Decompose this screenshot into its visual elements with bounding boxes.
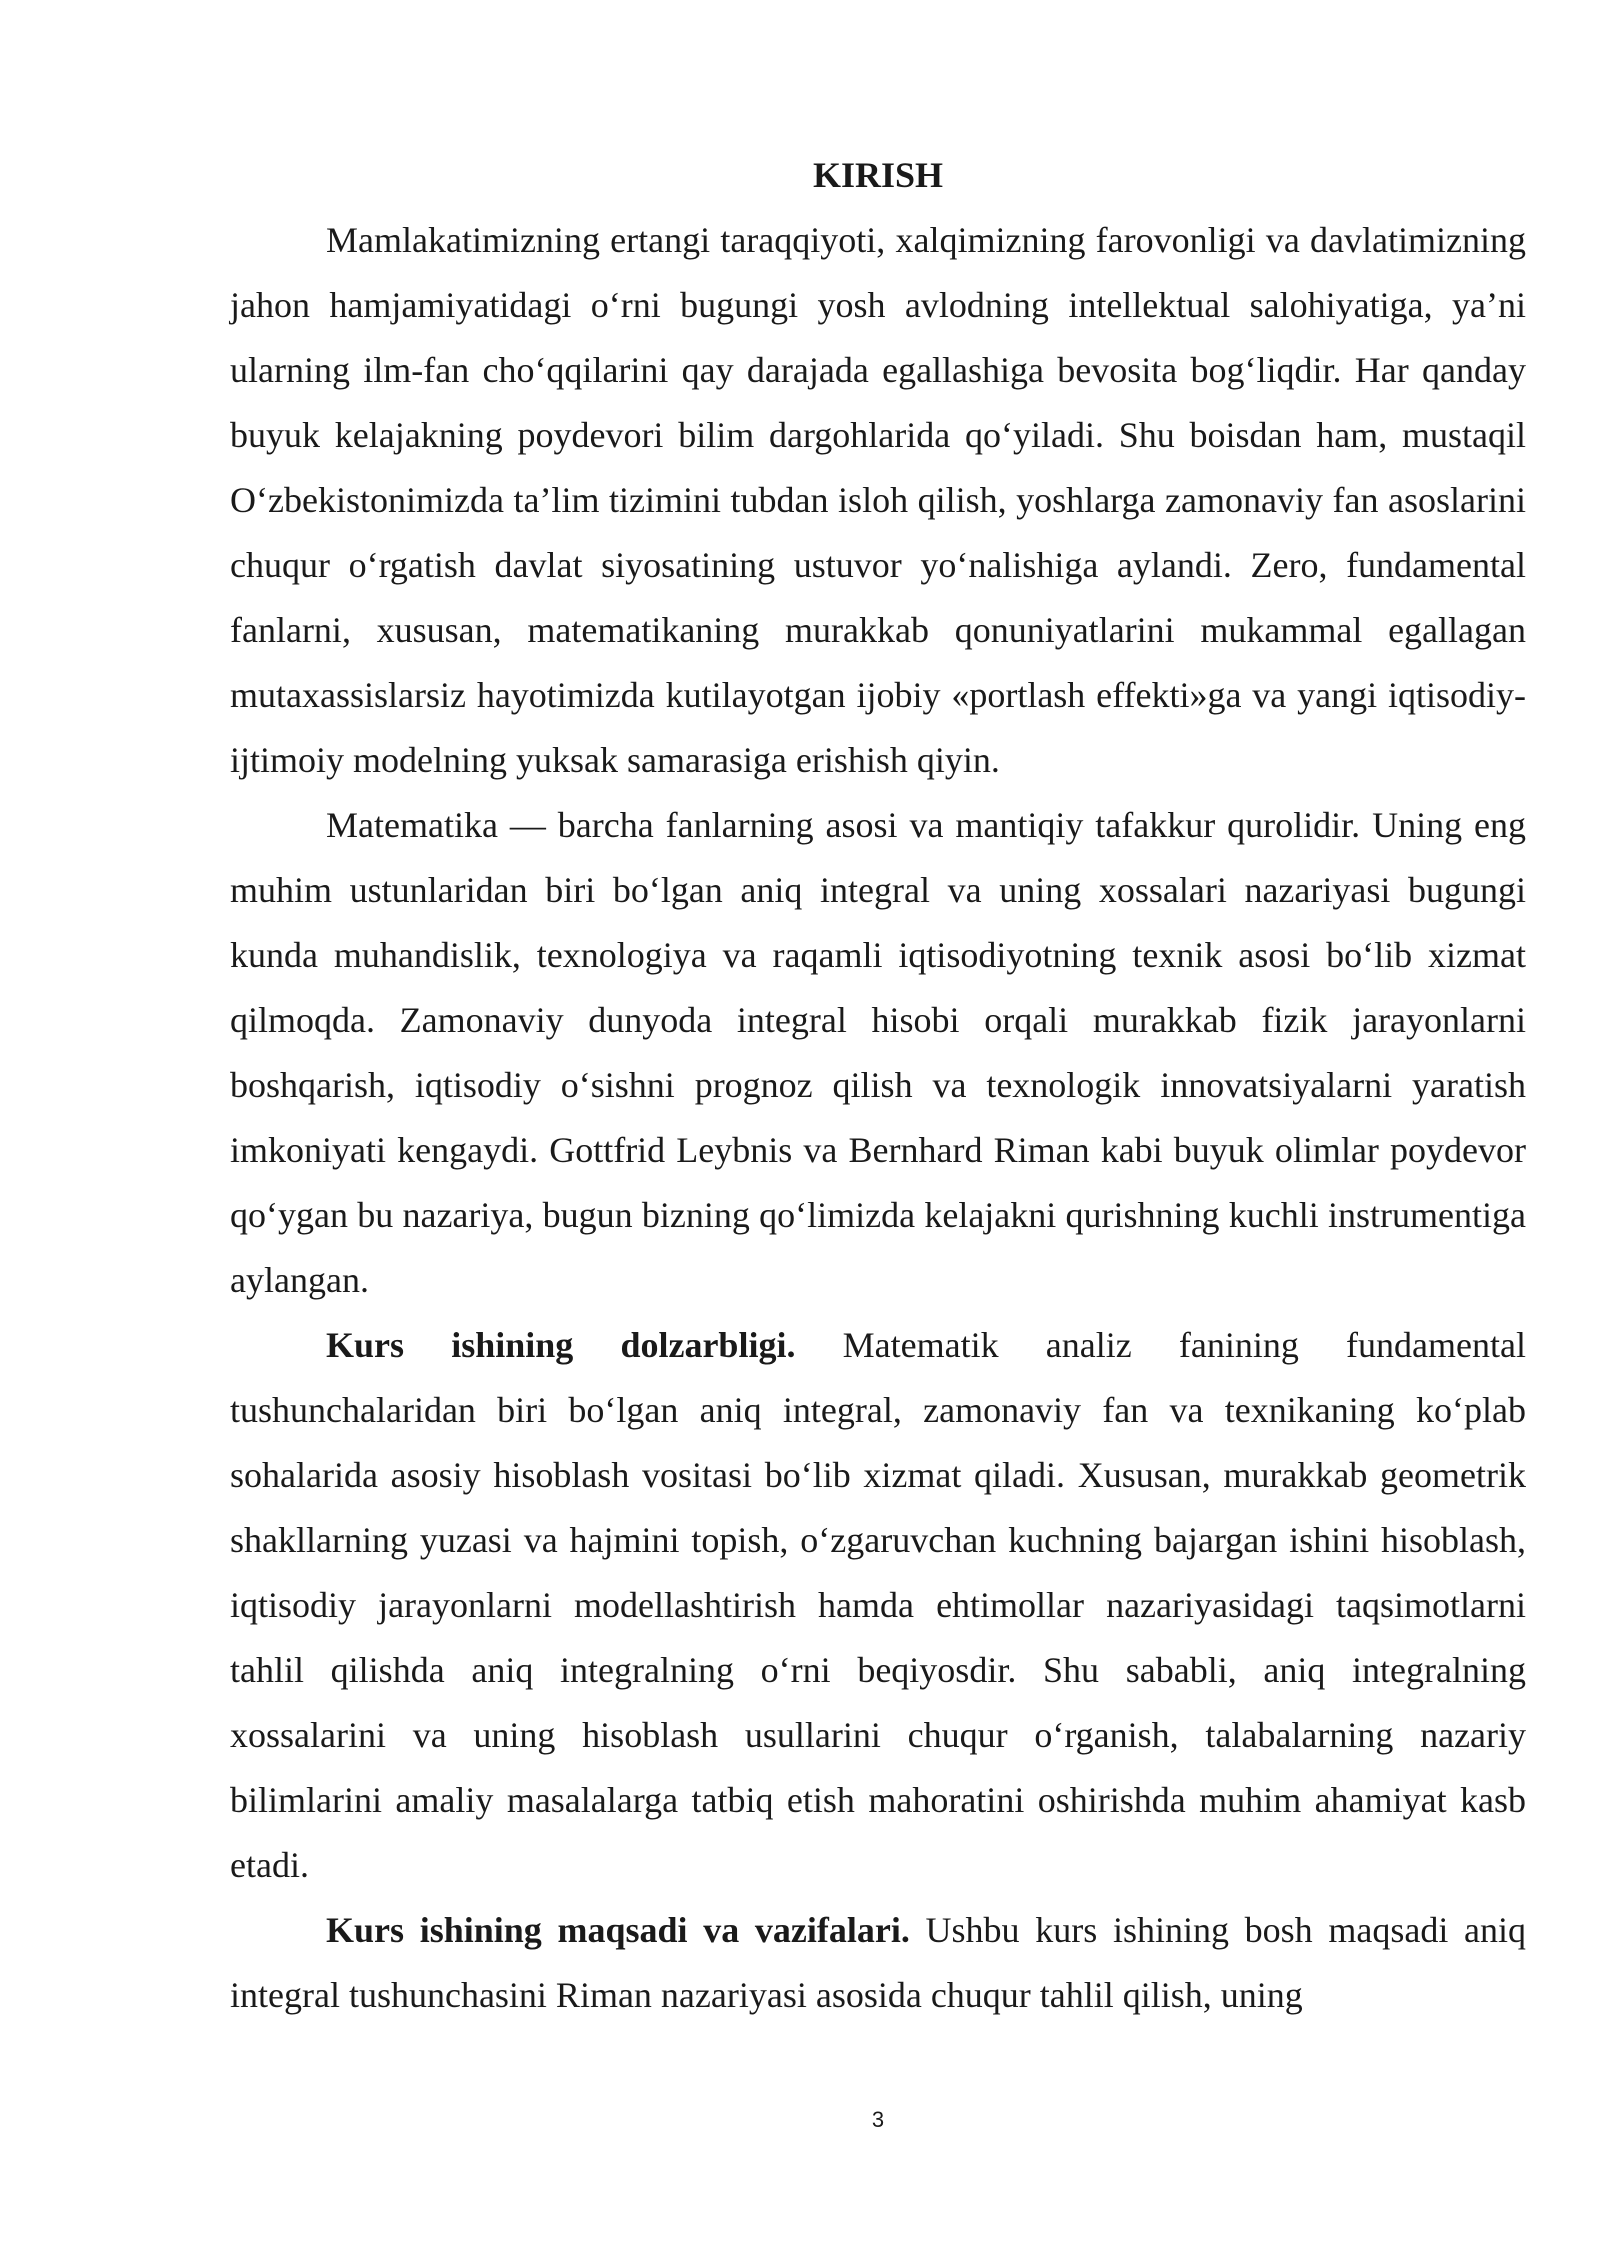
section-heading: KIRISH (812, 155, 944, 195)
paragraph-text: Matematik analiz fanining fundamental tushunchalaridan biri bo‘lgan aniq integral, zamonaviy fan va texnikaning ko‘plab sohalarida asosiy hisoblash vositasi bo‘lib xizmat qiladi. Xususan, murakkab geometrik shakllarning yuzasi va hajmini topish, o‘zgaruvchan kuchning bajargan ishini hisoblash, iqtisodiy jarayonlarni modellashtirish hamda ehtimollar nazariyasidagi taqsimotlarni tahlil qilishda aniq integralning o‘rni beqiyosdir. Shu sababli, aniq integralning xossalarini va uning hisoblash usullarini chuqur o‘rganish, talabalarning nazariy bilimlarini amaliy masalalarga tatbiq etish mahoratini oshirishda muhim ahamiyat kasb etadi. (230, 1325, 1526, 1885)
paragraph-text: Ushbu kurs ishining bosh maqsadi aniq integral tushunchasini Riman nazariyasi asosida chuqur tahlil qilish, uning (230, 1910, 1526, 2015)
paragraph-intro-1 (230, 208, 1526, 793)
paragraph-text: Mamlakatimizning ertangi taraqqiyoti, xalqimizning farovonligi va davlatimizning jahon hamjamiyatidagi o‘rni bugungi yosh avlodning intellektual salohiyatiga, ya’ni ularning ilm-fan cho‘qqilarini qay darajada egallashiga bevosita bog‘liqdir. Har qanday buyuk kelajakning poydevori bilim dargohlarida qo‘yiladi. Shu boisdan ham, mustaqil O‘zbekistonimizda ta’lim tizimini tubdan isloh qilish, yoshlarga zamonaviy fan asoslarini chuqur o‘rgatish davlat siyosatining ustuvor yo‘nalishiga aylandi. Zero, fundamental fanlarni, xususan, matematikaning murakkab qonuniyatlarini mukammal egallagan mutaxassislarsiz hayotimizda kutilayotgan ijobiy «portlash effekti»ga va yangi iqtisodiy-ijtimoiy modelning yuksak samarasiga erishish qiyin. (230, 220, 1526, 780)
body-text (230, 208, 1526, 2028)
paragraph-intro-2 (230, 793, 1526, 1313)
paragraph-lead-heading: Kurs ishining maqsadi va vazifalari. (326, 1910, 910, 1950)
paragraph-lead-heading: Kurs ishining dolzarbligi. (326, 1325, 796, 1365)
page-number: 3 (871, 2107, 885, 2132)
paragraph-text: Matematika — barcha fanlarning asosi va mantiqiy tafakkur qurolidir. Uning eng muhim ustunlaridan biri bo‘lgan aniq integral va uning xossalari nazariyasi bugungi kunda muhandislik, texnologiya va raqamli iqtisodiyotning texnik asosi bo‘lib xizmat qilmoqda. Zamonaviy dunyoda integral hisobi orqali murakkab fizik jarayonlarni boshqarish, iqtisodiy o‘sishni prognoz qilish va texnologik innovatsiyalarni yaratish imkoniyati kengaydi. Gottfrid Leybnis va Bernhard Riman kabi buyuk olimlar poydevor qo‘ygan bu nazariya, bugun bizning qo‘limizda kelajakni qurishning kuchli instrumentiga aylangan. (230, 805, 1526, 1300)
paragraph-goals (230, 1898, 1526, 2028)
paragraph-relevance (230, 1313, 1526, 1898)
